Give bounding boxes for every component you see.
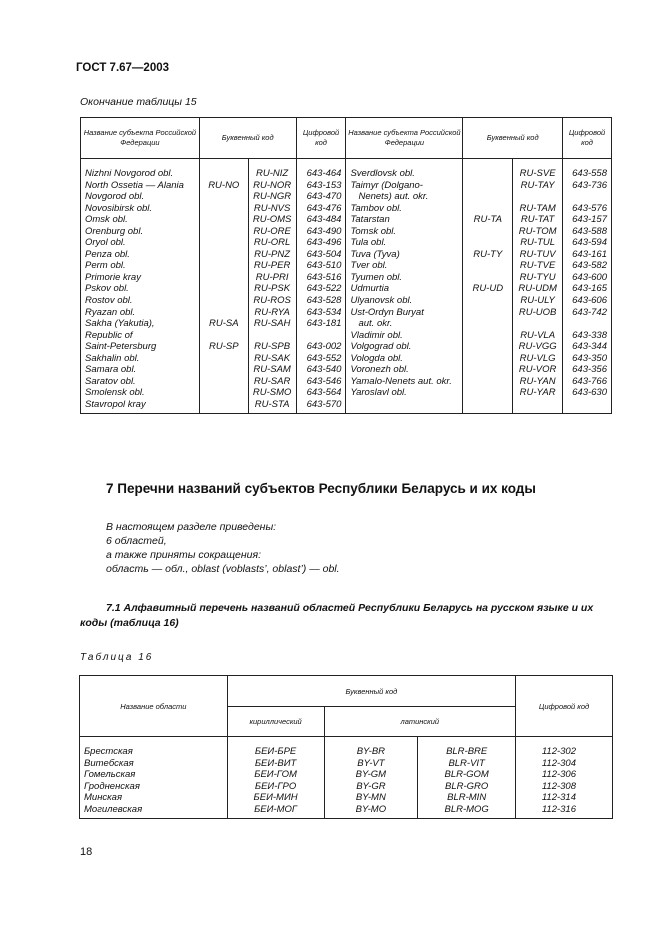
cell-line: BY-VT xyxy=(357,757,385,769)
cell-line: Vladimir obl. xyxy=(350,329,403,341)
right-code3-column xyxy=(513,159,563,414)
cell-line: Republic of xyxy=(85,329,133,341)
cell-line: 643-510 xyxy=(306,260,342,272)
cell-line: 643-476 xyxy=(306,202,342,214)
cell-line: БЕИ-ГРО xyxy=(254,780,297,792)
cell-line: 643-766 xyxy=(572,375,607,387)
cell-line xyxy=(200,237,248,249)
cell-line: 643-002 xyxy=(306,341,342,353)
cell-line xyxy=(463,341,512,353)
cell-line: БЕИ-БРЕ xyxy=(254,746,297,757)
section-7-intro xyxy=(106,520,340,576)
cell-line: Nizhni Novgorod obl. xyxy=(85,168,174,179)
cell-line: 643-588 xyxy=(572,225,607,237)
region-names-column xyxy=(80,737,228,819)
cell-line xyxy=(463,203,512,215)
cell-line xyxy=(200,399,248,411)
cell-line xyxy=(463,295,512,307)
intro-line: а также приняты сокращения: xyxy=(106,549,262,561)
cell-line xyxy=(200,330,248,342)
cell-line xyxy=(463,318,512,330)
cell-line: BLR-GRO xyxy=(445,780,489,792)
cell-line xyxy=(563,191,607,203)
cell-line: Tomsk obl. xyxy=(350,225,397,237)
cell-line: RU-UDM xyxy=(518,283,557,295)
cell-line xyxy=(200,353,248,365)
cell-line: BY-GM xyxy=(355,769,387,781)
cell-line: 643-742 xyxy=(572,306,607,318)
cell-line xyxy=(463,272,512,284)
cell-line: BLR-VIT xyxy=(448,757,485,769)
cell-line: 643-338 xyxy=(572,329,607,341)
cell-line: 643-552 xyxy=(306,352,342,364)
cell-line xyxy=(463,364,512,376)
cell-line: Витебская xyxy=(84,757,134,769)
cell-line: Saint-Petersburg xyxy=(85,341,157,353)
cell-line xyxy=(463,353,512,365)
digital-code-column xyxy=(516,737,613,819)
cell-line: 643-630 xyxy=(572,387,607,399)
cell-line: RU-PER xyxy=(253,260,291,272)
cell-line: BY-MN xyxy=(355,792,386,804)
cell-line: RU-SMO xyxy=(252,387,292,399)
cell-line xyxy=(463,260,512,272)
cell-line: Ust-Ordyn Buryat xyxy=(350,306,424,318)
cell-line: Tambov obl. xyxy=(350,202,402,214)
cell-line: RU-RYA xyxy=(254,306,290,318)
intro-line: В настоящем разделе приведены: xyxy=(106,521,277,533)
cell-line: RU-ORL xyxy=(253,237,291,249)
cell-line: RU-NVS xyxy=(253,202,291,214)
cell-line: 643-594 xyxy=(572,237,607,249)
header-cyrillic: кириллический xyxy=(227,707,324,737)
cell-line: 643-464 xyxy=(306,168,342,179)
cell-line: Tula obl. xyxy=(350,237,387,249)
cell-line: RU-VOR xyxy=(518,364,557,376)
cell-line: Penza obl. xyxy=(85,248,130,260)
cell-line: 112-316 xyxy=(541,803,576,815)
cell-line: Oryol obl. xyxy=(85,237,126,249)
cell-line: RU-TY xyxy=(473,248,503,260)
cell-line: 643-522 xyxy=(306,283,342,295)
cell-line: RU-VLG xyxy=(519,352,556,364)
table-continuation-label: Окончание таблицы 15 xyxy=(80,96,197,108)
table-15 xyxy=(80,117,612,414)
cell-line xyxy=(463,387,512,399)
cell-line: 643-534 xyxy=(306,306,342,318)
cell-line: 643-350 xyxy=(572,352,607,364)
cell-line: Orenburg obl. xyxy=(85,225,144,237)
page-number: 18 xyxy=(80,846,93,858)
cell-line: RU-YAN xyxy=(519,375,556,387)
cell-line: Tuva (Tyva) xyxy=(350,248,400,260)
cell-line: RU-TUL xyxy=(520,237,556,249)
cell-line xyxy=(200,168,248,180)
cell-line: 643-504 xyxy=(306,248,342,260)
cell-line: BLR-MOG xyxy=(444,803,489,815)
cell-line: Tver obl. xyxy=(350,260,388,272)
left-digital-column xyxy=(296,159,346,414)
cell-line: BY-GR xyxy=(356,780,386,792)
header-letter-code-left: Буквенный код xyxy=(199,118,296,159)
header-subject-name-left: Название субъекта Российской Федерации xyxy=(81,118,200,159)
cell-line xyxy=(249,330,296,342)
header-letter-code-right: Буквенный код xyxy=(463,118,563,159)
cell-line: 643-546 xyxy=(306,375,342,387)
cell-line: RU-NOR xyxy=(253,179,292,191)
cell-line xyxy=(200,214,248,226)
cell-line xyxy=(200,249,248,261)
cell-line: 643-490 xyxy=(306,225,342,237)
cell-line: Smolensk obl. xyxy=(85,387,145,399)
cell-line: Stavropol kray xyxy=(85,398,146,410)
cell-line: Yamalo-Nenets aut. okr. xyxy=(350,375,452,387)
cell-line: RU-PSK xyxy=(254,283,291,295)
cell-line: RU-TYU xyxy=(519,271,556,283)
latin-3-code-column xyxy=(418,737,516,819)
cell-line: BLR-GOM xyxy=(444,769,489,781)
cell-line xyxy=(513,191,562,203)
cell-line: 643-600 xyxy=(572,271,607,283)
latin-2-code-column xyxy=(324,737,418,819)
right-digital-column xyxy=(563,159,612,414)
cell-line: RU-SAM xyxy=(253,364,291,376)
right-code2-column xyxy=(463,159,513,414)
cell-line xyxy=(200,283,248,295)
cell-line xyxy=(200,203,248,215)
cell-line: 643-157 xyxy=(572,214,607,226)
cell-line: 643-528 xyxy=(306,295,342,307)
cell-line: 643-564 xyxy=(306,387,342,399)
cell-line: Novgorod obl. xyxy=(85,191,145,203)
left-names-column xyxy=(81,159,200,414)
cell-line: RU-ROS xyxy=(253,295,291,307)
cell-line xyxy=(563,318,607,330)
cell-line: 643-516 xyxy=(306,271,342,283)
cell-line: BY-BR xyxy=(356,746,386,757)
cell-line: БЕИ-МОГ xyxy=(254,803,298,815)
cell-line: 643-736 xyxy=(572,179,607,191)
right-names-column xyxy=(346,159,463,414)
cell-line: Sakhalin obl. xyxy=(85,352,140,364)
cell-line: RU-STA xyxy=(254,398,290,410)
cell-line: Taimyr (Dolgano- xyxy=(350,179,423,191)
cell-line: 643-582 xyxy=(572,260,607,272)
intro-line: область — обл., oblast (voblasts’, oblast’) — obl. xyxy=(106,563,340,575)
cell-line: 643-540 xyxy=(306,364,342,376)
cell-line xyxy=(463,330,512,342)
cell-line: RU-PRI xyxy=(255,271,289,283)
cell-line xyxy=(200,307,248,319)
cell-line: Tatarstan xyxy=(350,214,390,226)
cell-line: Novosibirsk obl. xyxy=(85,202,153,214)
cell-line: 643-484 xyxy=(306,214,342,226)
cell-line: Perm obl. xyxy=(85,260,126,272)
cell-line: 643-496 xyxy=(306,237,342,249)
cell-line: Nenets) aut. okr. xyxy=(358,191,429,203)
cell-line: RU-TAT xyxy=(520,214,555,226)
cell-line: RU-VLA xyxy=(520,329,556,341)
cell-line: RU-VGG xyxy=(518,341,557,353)
cell-line xyxy=(463,226,512,238)
cell-line: Ryazan obl. xyxy=(85,306,136,318)
cell-line: 112-308 xyxy=(541,780,576,792)
header-subject-name-right: Название субъекта Российской Федерации xyxy=(346,118,463,159)
cell-line: RU-SAR xyxy=(253,375,291,387)
cyrillic-code-column xyxy=(227,737,324,819)
cell-line: Могилевская xyxy=(84,803,143,815)
cell-line: RU-TAY xyxy=(520,179,555,191)
cell-line: Voronezh obl. xyxy=(350,364,409,376)
cell-line xyxy=(200,191,248,203)
cell-line: 112-304 xyxy=(541,757,576,769)
cell-line: Samara obl. xyxy=(85,364,137,376)
cell-line xyxy=(200,272,248,284)
header-digital-code-left: Цифровой код xyxy=(296,118,346,159)
cell-line: Yaroslavl obl. xyxy=(350,387,407,399)
cell-line: 643-570 xyxy=(306,398,342,410)
cell-line xyxy=(513,318,562,330)
cell-line: RU-SAH xyxy=(253,318,291,330)
cell-line: Минская xyxy=(84,792,123,804)
cell-line: 643-344 xyxy=(572,341,607,353)
cell-line: 112-302 xyxy=(541,746,576,757)
cell-line: 643-153 xyxy=(306,179,342,191)
cell-line xyxy=(463,307,512,319)
standard-header: ГОСТ 7.67—2003 xyxy=(76,62,170,74)
cell-line xyxy=(463,168,512,180)
cell-line: Tyumen obl. xyxy=(350,271,403,283)
cell-line xyxy=(463,180,512,192)
cell-line: RU-NO xyxy=(208,179,240,191)
cell-line xyxy=(200,260,248,272)
cell-line xyxy=(297,330,342,342)
cell-line: Saratov obl. xyxy=(85,375,136,387)
cell-line: RU-OMS xyxy=(252,214,292,226)
section-7-heading: 7 Перечни названий субъектов Республики Беларусь и их коды xyxy=(106,481,536,496)
cell-line: 643-165 xyxy=(572,283,607,295)
intro-line: 6 областей, xyxy=(106,535,167,547)
cell-line: БЕИ-ГОМ xyxy=(254,769,297,781)
cell-line: RU-TUV xyxy=(519,248,556,260)
cell-line: Брестская xyxy=(84,746,133,757)
cell-line: Primorie kray xyxy=(85,271,141,283)
cell-line: BLR-BRE xyxy=(446,746,488,757)
cell-line: BLR-MIN xyxy=(447,792,487,804)
table-16 xyxy=(79,675,613,819)
cell-line: North Ossetia — Alania xyxy=(85,179,184,191)
cell-line xyxy=(200,376,248,388)
cell-line: RU-TOM xyxy=(518,225,557,237)
left-code3-column xyxy=(248,159,296,414)
cell-line: RU-TA xyxy=(473,214,502,226)
cell-line: Omsk obl. xyxy=(85,214,128,226)
cell-line: RU-SA xyxy=(208,318,239,330)
cell-line: Ulyanovsk obl. xyxy=(350,295,413,307)
cell-line xyxy=(200,295,248,307)
cell-line: Гомельская xyxy=(84,769,136,781)
cell-line: aut. okr. xyxy=(358,318,393,330)
cell-line: RU-SAK xyxy=(254,352,291,364)
cell-line xyxy=(463,237,512,249)
cell-line: Sverdlovsk obl. xyxy=(350,168,415,179)
cell-line: RU-YAR xyxy=(519,387,556,399)
cell-line: 112-314 xyxy=(541,792,576,804)
header-letter-code: Буквенный код xyxy=(227,676,515,707)
cell-line xyxy=(200,387,248,399)
cell-line: Sakha (Yakutia), xyxy=(85,318,155,330)
cell-line: Гродненская xyxy=(84,780,140,792)
header-region-name: Название области xyxy=(80,676,228,737)
cell-line: Volgograd obl. xyxy=(350,341,412,353)
cell-line: RU-SVE xyxy=(519,168,556,179)
cell-line: RU-SPB xyxy=(254,341,291,353)
cell-line: 643-161 xyxy=(572,248,607,260)
cell-line: 643-558 xyxy=(572,168,607,179)
cell-line xyxy=(200,226,248,238)
cell-line: RU-UOB xyxy=(518,306,557,318)
cell-line: 643-181 xyxy=(306,318,342,330)
cell-line: RU-UD xyxy=(472,283,504,295)
cell-line: RU-NIZ xyxy=(256,168,289,179)
header-digital-code-right: Цифровой код xyxy=(563,118,612,159)
cell-line: RU-TVE xyxy=(519,260,556,272)
cell-line: 643-576 xyxy=(572,202,607,214)
cell-line: RU-SP xyxy=(208,341,239,353)
cell-line: Rostov obl. xyxy=(85,295,133,307)
left-code2-column xyxy=(199,159,248,414)
cell-line xyxy=(463,376,512,388)
cell-line xyxy=(200,364,248,376)
cell-line: RU-ULY xyxy=(520,295,555,307)
cell-line: RU-PNZ xyxy=(254,248,291,260)
cell-line: Pskov obl. xyxy=(85,283,129,295)
header-latin: латинский xyxy=(324,707,516,737)
cell-line: 643-470 xyxy=(306,191,342,203)
table-16-label: Таблица 16 xyxy=(80,652,154,663)
header-digital-code: Цифровой код xyxy=(516,676,613,737)
cell-line: 112-306 xyxy=(541,769,576,781)
cell-line xyxy=(463,191,512,203)
cell-line: Udmurtia xyxy=(350,283,390,295)
section-7-1-heading: 7.1 Алфавитный перечень названий областей Республики Беларусь на русском языке и их коды (таблица 16) xyxy=(80,602,594,629)
cell-line: БЕИ-ВИТ xyxy=(254,757,297,769)
cell-line: Vologda obl. xyxy=(350,352,403,364)
cell-line: RU-TAM xyxy=(519,202,556,214)
cell-line: BY-MO xyxy=(355,803,387,815)
cell-line: 643-606 xyxy=(572,295,607,307)
cell-line: 643-356 xyxy=(572,364,607,376)
cell-line: RU-ORE xyxy=(253,225,291,237)
cell-line: БЕИ-МИН xyxy=(253,792,298,804)
cell-line: RU-NGR xyxy=(253,191,292,203)
